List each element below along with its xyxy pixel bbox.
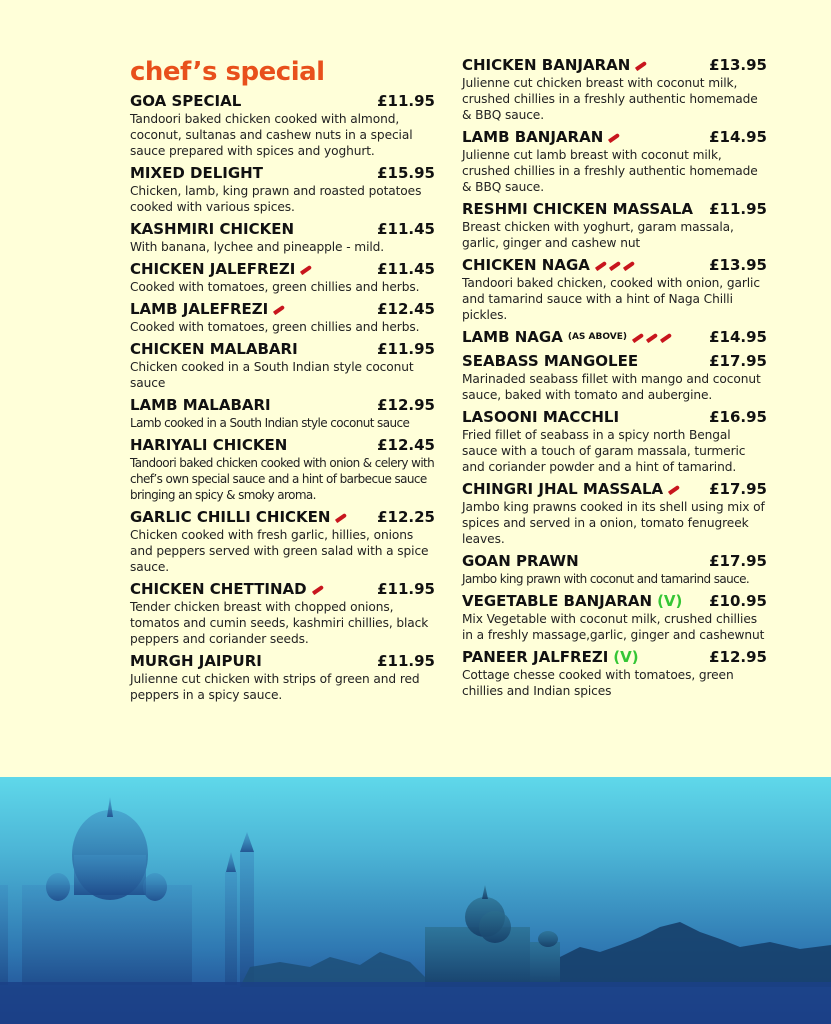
chilli-icon: [312, 584, 324, 594]
dish-name: SEABASS MANGOLEE: [462, 352, 639, 370]
chilli-icon: [608, 132, 620, 142]
chilli-icon: [635, 60, 647, 70]
dish-name: MIXED DELIGHT: [130, 164, 263, 182]
dish-price: £12.95: [377, 396, 435, 414]
dish-name-group: [462, 552, 579, 571]
menu-item: [462, 128, 767, 195]
menu-item: [130, 436, 435, 503]
dish-name-group: [462, 256, 635, 275]
dish-name-group: [130, 260, 312, 279]
dish-name: KASHMIRI CHICKEN: [130, 220, 295, 238]
dish-description: Tandoori baked chicken cooked with onion & celery with chef’s own special sauce and a hint of barbecue sauce bringing an spicy & smoky aroma.: [130, 456, 435, 502]
dish-price: £10.95: [709, 592, 767, 610]
menu-item-header: [462, 328, 767, 347]
dish-name: HARIYALI CHICKEN: [130, 436, 288, 454]
menu-item: [130, 220, 435, 255]
dish-name-group: [130, 652, 262, 671]
menu-item: [462, 648, 767, 699]
menu-item-header: [462, 128, 767, 147]
dish-name: LAMB NAGA: [462, 328, 563, 346]
dish-description: Cottage chesse cooked with tomatoes, green chillies and Indian spices: [462, 668, 734, 698]
menu-item-header: [462, 408, 767, 427]
chilli-icon: [335, 512, 347, 522]
dish-name: VEGETABLE BANJARAN: [462, 592, 653, 610]
dish-name: PANEER JALFREZI: [462, 648, 609, 666]
menu-item: [130, 300, 435, 335]
dish-price: £12.45: [377, 300, 435, 318]
dish-name-group: [130, 580, 324, 599]
dish-price: £11.45: [377, 260, 435, 278]
dish-name-group: [462, 128, 620, 147]
dish-name-group: [462, 408, 619, 427]
dish-description: Tandoori baked chicken, cooked with onion, garlic and tamarind sauce with a hint of Naga Chilli pickles.: [462, 276, 760, 322]
spice-level: [312, 588, 324, 592]
dish-name-group: [462, 328, 672, 347]
menu-item: [462, 328, 767, 347]
dish-name: LASOONI MACCHLI: [462, 408, 620, 426]
chilli-icon: [632, 332, 644, 342]
menu-item: [130, 396, 435, 431]
menu-item-header: [462, 352, 767, 371]
dish-price: £14.95: [709, 328, 767, 346]
menu-item-header: [130, 436, 435, 455]
dish-name: CHICKEN MALABARI: [130, 340, 298, 358]
dish-name: CHICKEN JALEFREZI: [130, 260, 296, 278]
dish-price: £14.95: [709, 128, 767, 146]
dish-description: Breast chicken with yoghurt, garam massala, garlic, ginger and cashew nut: [462, 220, 734, 250]
menu-item: [462, 552, 767, 587]
dish-price: £17.95: [709, 480, 767, 498]
menu-item-header: [130, 508, 435, 527]
dish-description: Tandoori baked chicken cooked with almond, coconut, sultanas and cashew nuts in a special sauce prepared with spices and yoghurt.: [130, 112, 413, 158]
menu-item: [130, 260, 435, 295]
dish-name: LAMB MALABARI: [130, 396, 271, 414]
spice-level: [668, 488, 680, 492]
right-column: [462, 56, 767, 704]
dish-name: MURGH JAIPURI: [130, 652, 262, 670]
dish-name: CHICKEN NAGA: [462, 256, 590, 274]
dish-description: Julienne cut chicken with strips of green and red peppers in a spicy sauce.: [130, 672, 420, 702]
spice-level: [608, 136, 620, 140]
dish-description: Marinaded seabass fillet with mango and coconut sauce, baked with tomato and aubergine.: [462, 372, 761, 402]
spice-level: [273, 308, 285, 312]
dish-description: Lamb cooked in a South Indian style coconut sauce: [130, 416, 410, 430]
menu-item-header: [462, 592, 767, 611]
dish-name-group: [130, 92, 241, 111]
dish-price: £11.95: [377, 340, 435, 358]
menu-item-header: [130, 220, 435, 239]
section-title: chef’s special: [130, 57, 325, 87]
dish-name: GOA SPECIAL: [130, 92, 242, 110]
menu-item-header: [130, 300, 435, 319]
chilli-icon: [668, 484, 680, 494]
dish-description: Cooked with tomatoes, green chillies and herbs.: [130, 320, 420, 334]
dish-description: Julienne cut lamb breast with coconut milk, crushed chillies in a freshly authentic homemade & BBQ sauce.: [462, 148, 758, 194]
menu-item: [462, 352, 767, 403]
dish-price: £12.25: [377, 508, 435, 526]
dish-description: Jambo king prawn with coconut and tamarind sauce.: [462, 572, 750, 586]
spice-level: [632, 336, 672, 340]
dish-price: £16.95: [709, 408, 767, 426]
dish-name: LAMB BANJARAN: [462, 128, 604, 146]
left-column: [130, 56, 435, 708]
menu-item: [462, 56, 767, 123]
menu-item-header: [462, 648, 767, 667]
dish-name-group: [130, 164, 263, 183]
taj-mahal-banner: [0, 777, 831, 1024]
menu-item: [462, 592, 767, 643]
dish-price: £15.95: [377, 164, 435, 182]
menu-item: [130, 92, 435, 159]
vegetarian-badge: (V): [657, 592, 683, 610]
spice-level: [300, 268, 312, 272]
dish-name: CHICKEN CHETTINAD: [130, 580, 307, 598]
menu-item-header: [130, 92, 435, 111]
dish-name-group: [130, 340, 298, 359]
dish-description: Julienne cut chicken breast with coconut milk, crushed chillies in a freshly authentic homemade & BBQ sauce.: [462, 76, 758, 122]
dish-price: £13.95: [709, 56, 767, 74]
dish-price: £11.95: [377, 652, 435, 670]
dish-price: £17.95: [709, 352, 767, 370]
dish-name-group: [130, 396, 271, 415]
dish-description: Tender chicken breast with chopped onions, tomatos and cumin seeds, kashmiri chillies, black peppers and coriander seeds.: [130, 600, 429, 646]
dish-name: CHINGRI JHAL MASSALA: [462, 480, 664, 498]
dish-name-group: [462, 200, 693, 219]
menu-item-header: [130, 580, 435, 599]
menu-item-header: [462, 552, 767, 571]
dish-name: GOAN PRAWN: [462, 552, 579, 570]
chilli-icon: [660, 332, 672, 342]
menu-item: [462, 480, 767, 547]
menu-item-header: [462, 256, 767, 275]
menu-item-header: [130, 652, 435, 671]
menu-item: [130, 652, 435, 703]
menu-item: [130, 508, 435, 575]
dish-name-group: [462, 648, 639, 667]
chilli-icon: [273, 304, 285, 314]
dish-name-group: [130, 220, 294, 239]
menu-item-header: [130, 340, 435, 359]
chilli-icon: [609, 260, 621, 270]
dish-name: LAMB JALEFREZI: [130, 300, 269, 318]
dish-description: Jambo king prawns cooked in its shell using mix of spices and served in a onion, tomato fenugreek leaves.: [462, 500, 765, 546]
dish-name-group: [130, 300, 285, 319]
taj-mahal-silhouette-icon: [0, 777, 831, 1024]
chilli-icon: [300, 264, 312, 274]
menu-item-header: [462, 56, 767, 75]
dish-price: £12.45: [377, 436, 435, 454]
menu-item-header: [130, 164, 435, 183]
menu-item-header: [130, 260, 435, 279]
menu-item: [462, 408, 767, 475]
menu-item: [130, 580, 435, 647]
dish-price: £13.95: [709, 256, 767, 274]
menu-item-header: [130, 396, 435, 415]
dish-note: (AS ABOVE): [567, 332, 627, 342]
dish-price: £11.95: [709, 200, 767, 218]
dish-price: £11.45: [377, 220, 435, 238]
dish-price: £11.95: [377, 580, 435, 598]
dish-description: With banana, lychee and pineapple - mild.: [130, 240, 385, 254]
left-menu-list: [130, 92, 435, 703]
spice-level: [595, 264, 635, 268]
dish-price: £12.95: [709, 648, 767, 666]
menu-item-header: [462, 200, 767, 219]
dish-name-group: [462, 56, 647, 75]
dish-description: Fried fillet of seabass in a spicy north Bengal sauce with a touch of garam massala, turmeric and coriander powder and a hint of tamarind.: [462, 428, 746, 474]
dish-name-group: [462, 352, 638, 371]
dish-price: £17.95: [709, 552, 767, 570]
dish-name-group: [462, 480, 680, 499]
dish-description: Cooked with tomatoes, green chillies and herbs.: [130, 280, 420, 294]
chilli-icon: [646, 332, 658, 342]
dish-price: £11.95: [377, 92, 435, 110]
dish-name-group: [130, 436, 287, 455]
vegetarian-badge: (V): [613, 648, 639, 666]
dish-name-group: [130, 508, 347, 527]
dish-description: Chicken cooked in a South Indian style coconut sauce: [130, 360, 414, 390]
dish-description: Mix Vegetable with coconut milk, crushed chillies in a freshly massage,garlic, ginger and cashewnut: [462, 612, 765, 642]
dish-name-group: [462, 592, 682, 611]
right-menu-list: [462, 56, 767, 699]
menu-item: [130, 340, 435, 391]
spice-level: [635, 64, 647, 68]
menu-item: [130, 164, 435, 215]
menu-item-header: [462, 480, 767, 499]
menu-item: [462, 256, 767, 323]
dish-description: Chicken, lamb, king prawn and roasted potatoes cooked with various spices.: [130, 184, 422, 214]
dish-description: Chicken cooked with fresh garlic, hillies, onions and peppers served with green salad with a spice sauce.: [130, 528, 429, 574]
menu-item: [462, 200, 767, 251]
chilli-icon: [623, 260, 635, 270]
spice-level: [335, 516, 347, 520]
chilli-icon: [595, 260, 607, 270]
dish-name: CHICKEN BANJARAN: [462, 56, 631, 74]
dish-name: GARLIC CHILLI CHICKEN: [130, 508, 331, 526]
dish-name: RESHMI CHICKEN MASSALA: [462, 200, 693, 218]
